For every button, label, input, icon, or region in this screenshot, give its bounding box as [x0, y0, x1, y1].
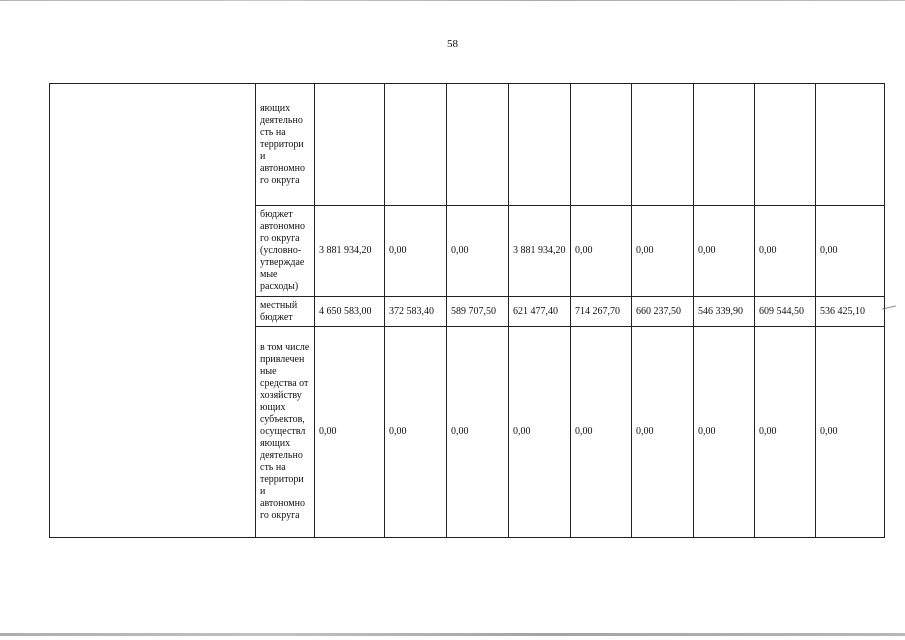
value-cell: 0,00: [755, 327, 816, 538]
value-cell: 0,00: [755, 206, 816, 297]
row-label: местный бюджет: [256, 297, 315, 327]
value-cell: [447, 84, 509, 206]
value-cell: 589 707,50: [447, 297, 509, 327]
scan-edge-top: [0, 0, 905, 1]
value-cell: 660 237,50: [632, 297, 694, 327]
value-cell: 0,00: [315, 327, 385, 538]
budget-table: [49, 83, 885, 538]
row-label: в том числе привлечен ные средства от хозяйству ющих субъектов, осуществл яющих деятельно сть на территори и автономно го округа: [256, 327, 315, 538]
page-number: 58: [447, 38, 458, 50]
value-cell: 0,00: [632, 327, 694, 538]
value-cell: 0,00: [447, 206, 509, 297]
value-cell: 0,00: [694, 206, 755, 297]
value-cell: 0,00: [447, 327, 509, 538]
value-cell: 0,00: [816, 206, 885, 297]
value-cell: [694, 84, 755, 206]
value-cell: [816, 84, 885, 206]
value-cell: 4 650 583,00: [315, 297, 385, 327]
value-cell: 372 583,40: [385, 297, 447, 327]
value-cell: 0,00: [385, 206, 447, 297]
scan-edge-bottom: [0, 633, 905, 636]
value-cell: 3 881 934,20: [509, 206, 571, 297]
value-cell: [385, 84, 447, 206]
value-cell: 609 544,50: [755, 297, 816, 327]
value-cell: [755, 84, 816, 206]
value-cell: 0,00: [816, 327, 885, 538]
value-cell: [509, 84, 571, 206]
table-row-continuation: [50, 84, 885, 206]
value-cell: 3 881 934,20: [315, 206, 385, 297]
value-cell: 0,00: [571, 327, 632, 538]
value-cell: 621 477,40: [509, 297, 571, 327]
value-cell: [632, 84, 694, 206]
value-cell: 0,00: [385, 327, 447, 538]
value-cell: [315, 84, 385, 206]
row-label: яющих деятельно сть на территори и автономно го округа: [256, 84, 315, 206]
row-label: бюджет автономно го округа (условно-утверждае мые расходы): [256, 206, 315, 297]
value-cell: 714 267,70: [571, 297, 632, 327]
value-cell: 0,00: [571, 206, 632, 297]
value-cell: 0,00: [509, 327, 571, 538]
value-cell: 536 425,10: [816, 297, 885, 327]
value-cell: 0,00: [694, 327, 755, 538]
value-cell: 0,00: [632, 206, 694, 297]
value-cell: [571, 84, 632, 206]
merged-blank-cell: [50, 84, 256, 538]
value-cell: 546 339,90: [694, 297, 755, 327]
